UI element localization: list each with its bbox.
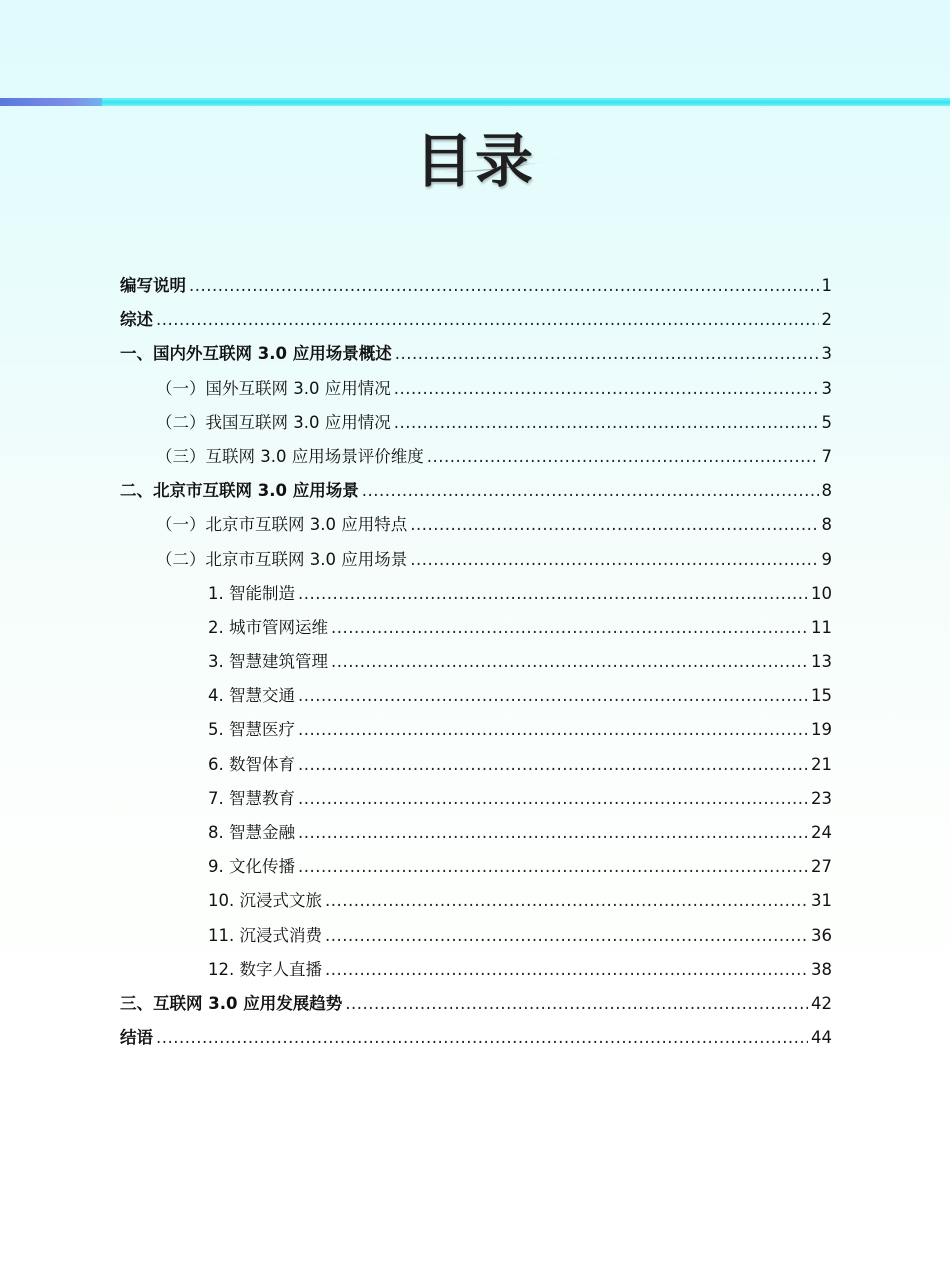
toc-entry-page: 21 (811, 754, 832, 774)
toc-dot-leader (394, 372, 819, 406)
toc-dot-leader (298, 850, 808, 884)
toc-entry-label: （一）北京市互联网 3.0 应用特点 (156, 515, 408, 535)
toc-entry-label: （二）北京市互联网 3.0 应用场景 (156, 549, 408, 569)
toc-entry-page: 24 (811, 823, 832, 842)
toc-entry-page: 11 (811, 617, 832, 637)
toc-entry[interactable] (120, 543, 832, 577)
toc-entry-page: 31 (811, 891, 832, 911)
toc-entry-page: 15 (811, 686, 832, 706)
toc-entry-page: 27 (811, 857, 832, 877)
toc-dot-leader (395, 337, 819, 371)
toc-entry[interactable] (120, 474, 832, 508)
toc-entry-label: 5. 智慧医疗 (208, 720, 295, 740)
toc-entry-page: 2 (821, 310, 832, 330)
toc-entry[interactable] (120, 1021, 832, 1055)
top-decorative-bar (0, 98, 950, 106)
toc-entry-label: 9. 文化传播 (208, 857, 295, 877)
toc-entry[interactable] (120, 816, 832, 850)
toc-dot-leader (298, 816, 808, 850)
toc-entry-label: 3. 智慧建筑管理 (208, 652, 328, 672)
toc-entry[interactable] (120, 953, 832, 987)
toc-entry[interactable] (120, 577, 832, 611)
toc-entry-page: 44 (811, 1028, 832, 1048)
toc-entry-page: 8 (821, 515, 832, 535)
toc-entry-label: 2. 城市管网运维 (208, 617, 328, 637)
toc-entry-page: 42 (811, 993, 832, 1013)
toc-entry-page: 7 (821, 446, 832, 466)
toc-entry-label: 10. 沉浸式文旅 (208, 891, 322, 911)
toc-entry-label: 一、国内外互联网 3.0 应用场景概述 (120, 344, 392, 364)
toc-entry[interactable] (120, 987, 832, 1021)
toc-dot-leader (345, 987, 808, 1021)
toc-entry[interactable] (120, 748, 832, 782)
toc-entry-page: 36 (811, 925, 832, 945)
toc-entry-label: 4. 智慧交通 (208, 686, 295, 706)
toc-dot-leader (298, 782, 808, 816)
toc-dot-leader (298, 679, 808, 713)
toc-dot-leader (298, 748, 808, 782)
toc-entry[interactable] (120, 611, 832, 645)
toc-entry[interactable] (120, 406, 832, 440)
toc-dot-leader (427, 440, 819, 474)
toc-entry[interactable] (120, 782, 832, 816)
toc-dot-leader (362, 474, 819, 508)
toc-dot-leader (410, 508, 818, 542)
toc-entry[interactable] (120, 919, 832, 953)
toc-dot-leader (394, 406, 819, 440)
toc-dot-leader (298, 577, 808, 611)
toc-entry-page: 38 (811, 959, 832, 979)
toc-entry-page: 13 (811, 652, 832, 672)
toc-entry-label: 11. 沉浸式消费 (208, 925, 322, 945)
toc-entry[interactable] (120, 850, 832, 884)
toc-entry-label: 编写说明 (120, 276, 186, 295)
toc-entry[interactable] (120, 884, 832, 918)
toc-entry[interactable] (120, 440, 832, 474)
toc-dot-leader (325, 953, 808, 987)
toc-entry-label: 6. 数智体育 (208, 754, 295, 774)
toc-entry-label: 7. 智慧教育 (208, 788, 295, 808)
toc-entry[interactable] (120, 508, 832, 542)
toc-entry-label: 二、北京市互联网 3.0 应用场景 (120, 481, 359, 501)
toc-entry-label: 三、互联网 3.0 应用发展趋势 (120, 993, 343, 1013)
toc-dot-leader (156, 303, 819, 337)
title-block (0, 112, 950, 195)
toc-entry-page: 19 (811, 720, 832, 740)
toc-entry[interactable] (120, 713, 832, 747)
toc-dot-leader (325, 919, 808, 953)
toc-entry-page: 1 (821, 276, 832, 295)
toc-entry-label: 12. 数字人直播 (208, 959, 322, 979)
toc-entry[interactable] (120, 372, 832, 406)
page-title: 目录 (414, 127, 535, 195)
toc-entry-label: （一）国外互联网 3.0 应用情况 (156, 378, 391, 398)
toc-entry[interactable] (120, 645, 832, 679)
toc-entry[interactable] (120, 337, 832, 371)
toc-entry[interactable] (120, 303, 832, 337)
toc-entry-page: 8 (821, 481, 832, 501)
toc-entry[interactable] (120, 679, 832, 713)
toc-entry[interactable] (120, 269, 832, 303)
toc-entry-label: 8. 智慧金融 (208, 823, 295, 842)
toc-entry-page: 10 (811, 583, 832, 603)
top-bar-accent (0, 98, 102, 106)
table-of-contents (120, 269, 832, 1055)
toc-entry-label: （三）互联网 3.0 应用场景评价维度 (156, 446, 424, 466)
toc-dot-leader (325, 884, 808, 918)
toc-entry-page: 23 (811, 788, 832, 808)
toc-dot-leader (298, 713, 808, 747)
toc-entry-label: （二）我国互联网 3.0 应用情况 (156, 412, 391, 432)
toc-entry-page: 9 (821, 549, 832, 569)
toc-entry-page: 3 (821, 344, 832, 364)
toc-entry-label: 结语 (120, 1028, 153, 1048)
toc-entry-label: 1. 智能制造 (208, 583, 295, 603)
toc-dot-leader (331, 611, 808, 645)
toc-dot-leader (410, 543, 818, 577)
toc-dot-leader (331, 645, 808, 679)
toc-entry-page: 5 (821, 412, 832, 432)
toc-dot-leader (156, 1021, 808, 1055)
toc-entry-page: 3 (821, 378, 832, 398)
toc-entry-label: 综述 (120, 310, 153, 330)
toc-dot-leader (189, 269, 819, 303)
